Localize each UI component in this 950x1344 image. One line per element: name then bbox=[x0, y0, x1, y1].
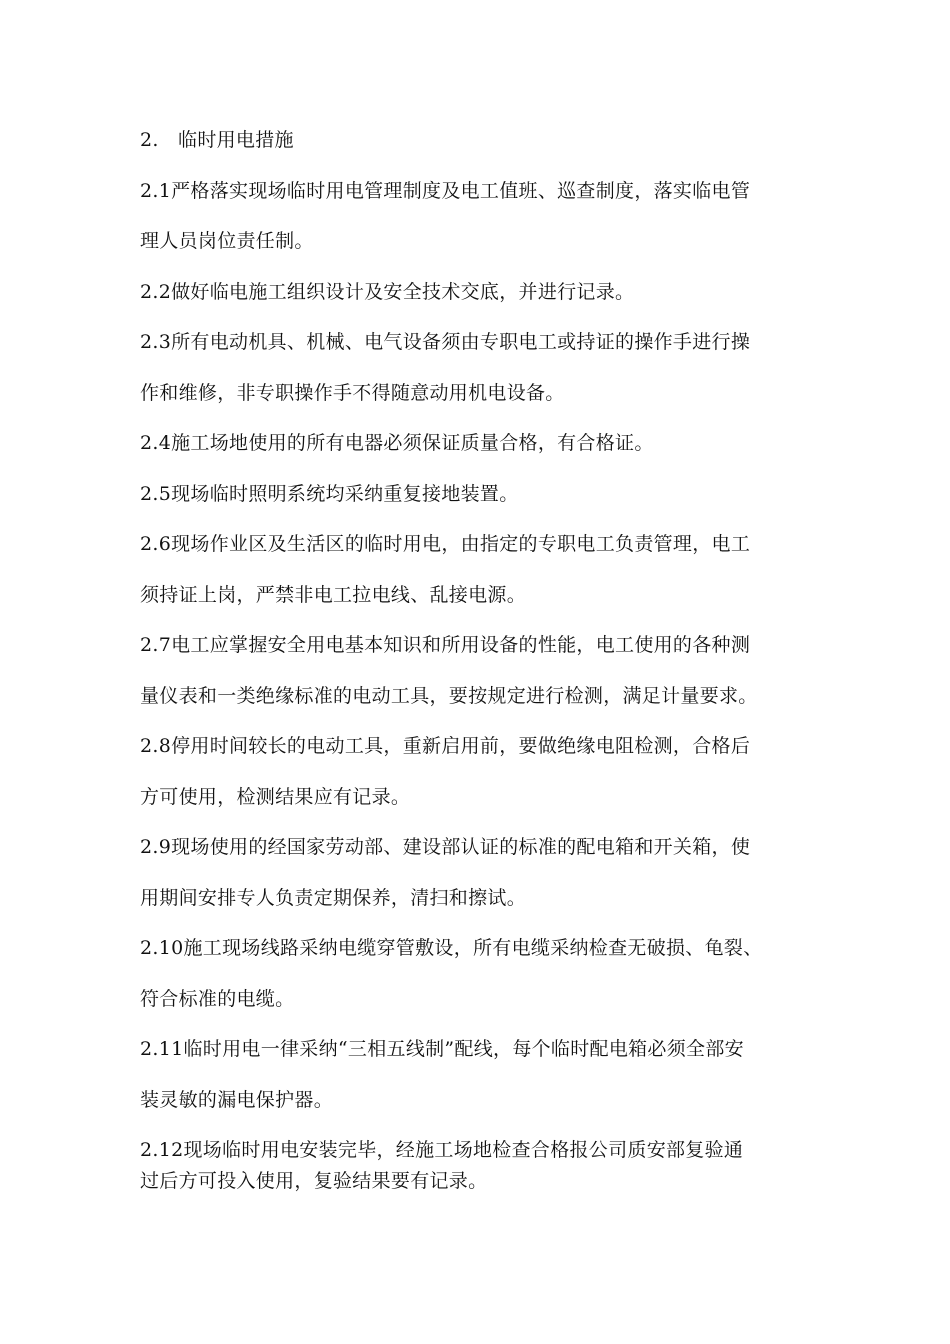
text-line: 2.9现场使用的经国家劳动部、建设部认证的标准的配电箱和开关箱，使 bbox=[140, 836, 751, 858]
text-line: 2.6现场作业区及生活区的临时用电，由指定的专职电工负责管理，电工 bbox=[140, 533, 751, 555]
text-line: 2.12现场临时用电安装完毕，经施工场地检查合格报公司质安部复验通 bbox=[140, 1139, 744, 1161]
text-line: 作和维修，非专职操作手不得随意动用机电设备。 bbox=[140, 382, 565, 404]
text-line: 2.8停用时间较长的电动工具，重新启用前，要做绝缘电阻检测，合格后 bbox=[140, 735, 751, 757]
text-line: 须持证上岗，严禁非电工拉电线、乱接电源。 bbox=[140, 584, 527, 606]
text-line: 2.7电工应掌握安全用电基本知识和所用设备的性能，电工使用的各种测 bbox=[140, 634, 751, 656]
text-line: 符合标准的电缆。 bbox=[140, 988, 295, 1010]
text-line: 方可使用，检测结果应有记录。 bbox=[140, 786, 411, 808]
text-line: 装灵敏的漏电保护器。 bbox=[140, 1089, 334, 1111]
text-line: 2.5现场临时照明系统均采纳重复接地装置。 bbox=[140, 483, 519, 505]
text-line: 量仪表和一类绝缘标准的电动工具，要按规定进行检测，满足计量要求。 bbox=[140, 685, 758, 707]
text-line: 2.3所有电动机具、机械、电气设备须由专职电工或持证的操作手进行操 bbox=[140, 331, 751, 353]
text-line: 2.11临时用电一律采纳“三相五线制”配线，每个临时配电箱必须全部安 bbox=[140, 1038, 744, 1060]
text-line: 2.1严格落实现场临时用电管理制度及电工值班、巡查制度，落实临电管 bbox=[140, 180, 751, 202]
text-line: 2.4施工场地使用的所有电器必须保证质量合格，有合格证。 bbox=[140, 432, 654, 454]
text-line: 2.10施工现场线路采纳电缆穿管敷设，所有电缆采纳检查无破损、龟裂、 bbox=[140, 937, 763, 959]
text-line: 2.2做好临电施工组织设计及安全技术交底，并进行记录。 bbox=[140, 281, 635, 303]
section-heading: 2. 临时用电措施 bbox=[140, 129, 294, 151]
text-line: 理人员岗位责任制。 bbox=[140, 230, 314, 252]
text-line: 用期间安排专人负责定期保养，清扫和擦试。 bbox=[140, 887, 527, 909]
text-line: 过后方可投入使用，复验结果要有记录。 bbox=[140, 1170, 488, 1192]
